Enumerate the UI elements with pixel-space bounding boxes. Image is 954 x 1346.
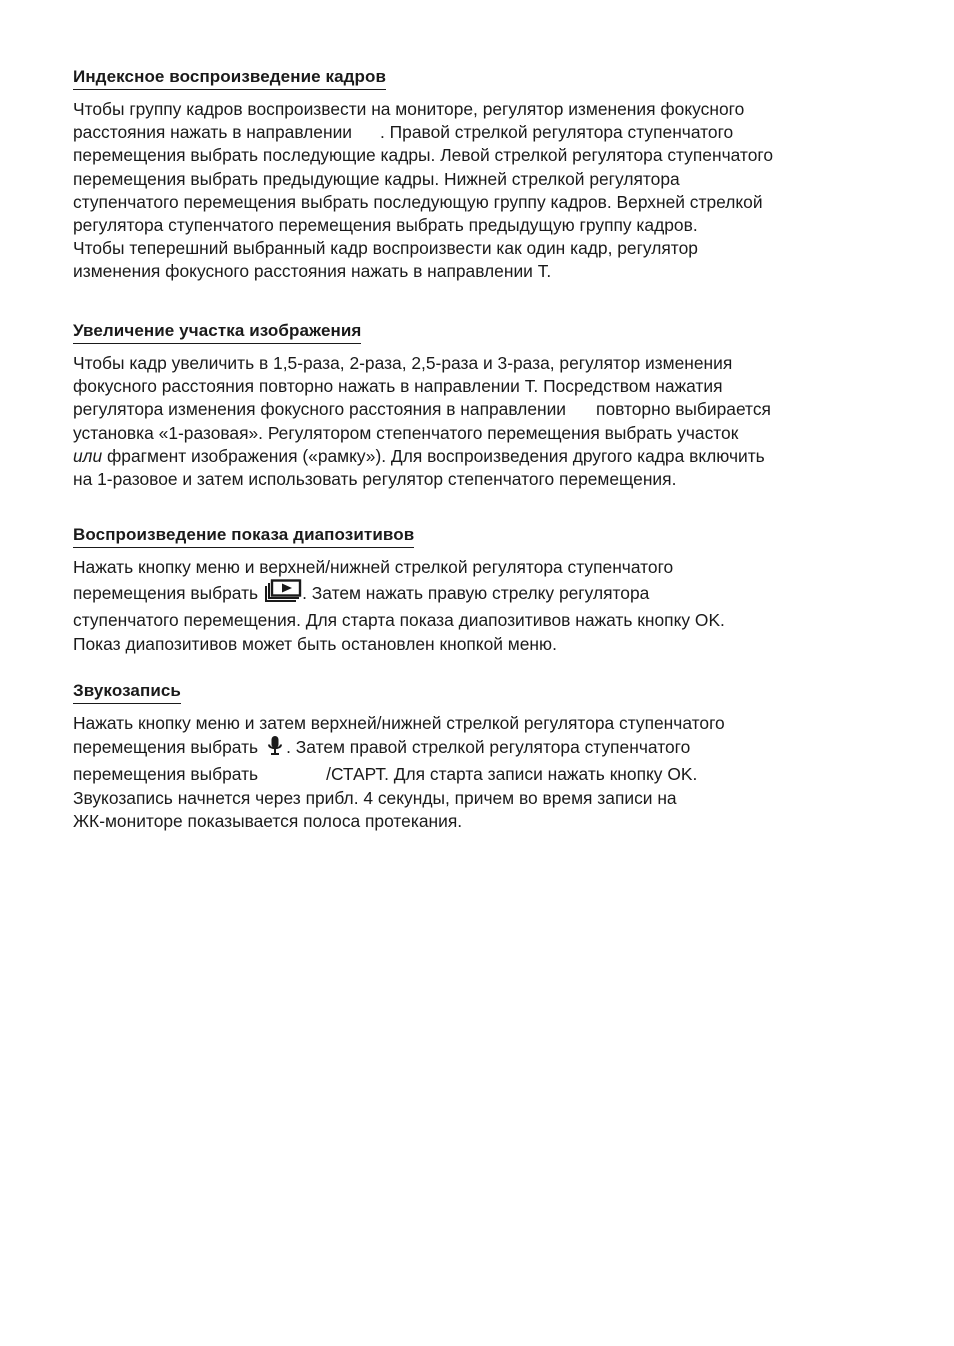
section-zoom-area [73, 320, 771, 491]
section-body [73, 98, 773, 284]
section-body [73, 712, 725, 833]
text-fragment: . Затем нажать правую стрелку регулятора [302, 583, 650, 604]
text-line: ступенчатого перемещения. Для старта показа диапозитивов нажать кнопку OK. [73, 610, 725, 631]
section-sound-recording [73, 680, 725, 833]
text-fragment: повторно выбирается [596, 399, 771, 420]
text-line [73, 579, 725, 609]
text-line [73, 445, 771, 468]
text-fragment: перемещения выбрать [73, 764, 259, 785]
text-fragment: перемещения выбрать [73, 583, 259, 604]
text-line: Нажать кнопку меню и затем верхней/нижней стрелкой регулятора ступенчатого [73, 713, 725, 733]
text-fragment: . Правой стрелкой регулятора ступенчатого [380, 122, 734, 143]
text-fragment: . Затем правой стрелкой регулятора ступенчатого [286, 737, 691, 758]
section-heading: Индексное воспроизведение кадров [73, 66, 386, 90]
text-line: установка «1-разовая». Регулятором степенчатого перемещения выбрать участок [73, 422, 739, 443]
section-body [73, 352, 771, 491]
text-fragment: /СТАРТ. Для старта записи нажать кнопку OK. [326, 764, 698, 785]
text-line: Чтобы теперешний выбранный кадр воспроизвести как один кадр, регулятор [73, 238, 698, 259]
section-slideshow [73, 524, 725, 656]
section-heading: Воспроизведение показа диапозитивов [73, 524, 414, 548]
text-line: фокусного расстояния повторно нажать в направлении T. Посредством нажатия [73, 376, 723, 397]
text-line: перемещения выбрать последующие кадры. Левой стрелкой регулятора ступенчатого [73, 145, 773, 166]
text-line: ЖК-мониторе показывается полоса протекания. [73, 810, 463, 831]
text-line: Звукозапись начнется через прибл. 4 секунды, причем во время записи на [73, 787, 677, 808]
text-line [73, 121, 773, 144]
section-body [73, 556, 725, 656]
text-line [73, 398, 771, 421]
microphone-icon [267, 735, 283, 763]
text-line: Показ диапозитивов может быть остановлен кнопкой меню. [73, 633, 557, 654]
section-index-playback [73, 66, 773, 284]
text-line: Нажать кнопку меню и верхней/нижней стрелкой регулятора ступенчатого [73, 557, 674, 577]
slideshow-icon [264, 579, 302, 609]
text-line [73, 735, 725, 763]
text-line: перемещения выбрать предыдующие кадры. Нижней стрелкой регулятора [73, 168, 680, 189]
text-line: ступенчатого перемещения выбрать последующую группу кадров. Верхней стрелкой [73, 191, 763, 212]
text-fragment: расстояния нажать в направлении [73, 122, 353, 143]
text-line: Чтобы группу кадров воспроизвести на мониторе, регулятор изменения фокусного [73, 99, 745, 119]
text-line: на 1-разовое и затем использовать регулятор степенчатого перемещения. [73, 469, 677, 490]
text-fragment: фрагмент изображения («рамку»). Для воспроизведения другого кадра включить [102, 445, 765, 466]
text-line [73, 763, 725, 786]
text-line: Чтобы кадр увеличить в 1,5-раза, 2-раза, 2,5-раза и 3-раза, регулятор изменения [73, 353, 733, 373]
text-fragment: регулятора изменения фокусного расстояния в направлении [73, 399, 567, 420]
section-heading: Звукозапись [73, 680, 181, 704]
text-line: изменения фокусного расстояния нажать в направлении T. [73, 261, 552, 282]
text-fragment: перемещения выбрать [73, 737, 259, 758]
text-fragment-italic: или [73, 445, 103, 466]
section-heading: Увеличение участка изображения [73, 320, 361, 344]
text-line: регулятора ступенчатого перемещения выбрать предыдущую группу кадров. [73, 215, 698, 236]
